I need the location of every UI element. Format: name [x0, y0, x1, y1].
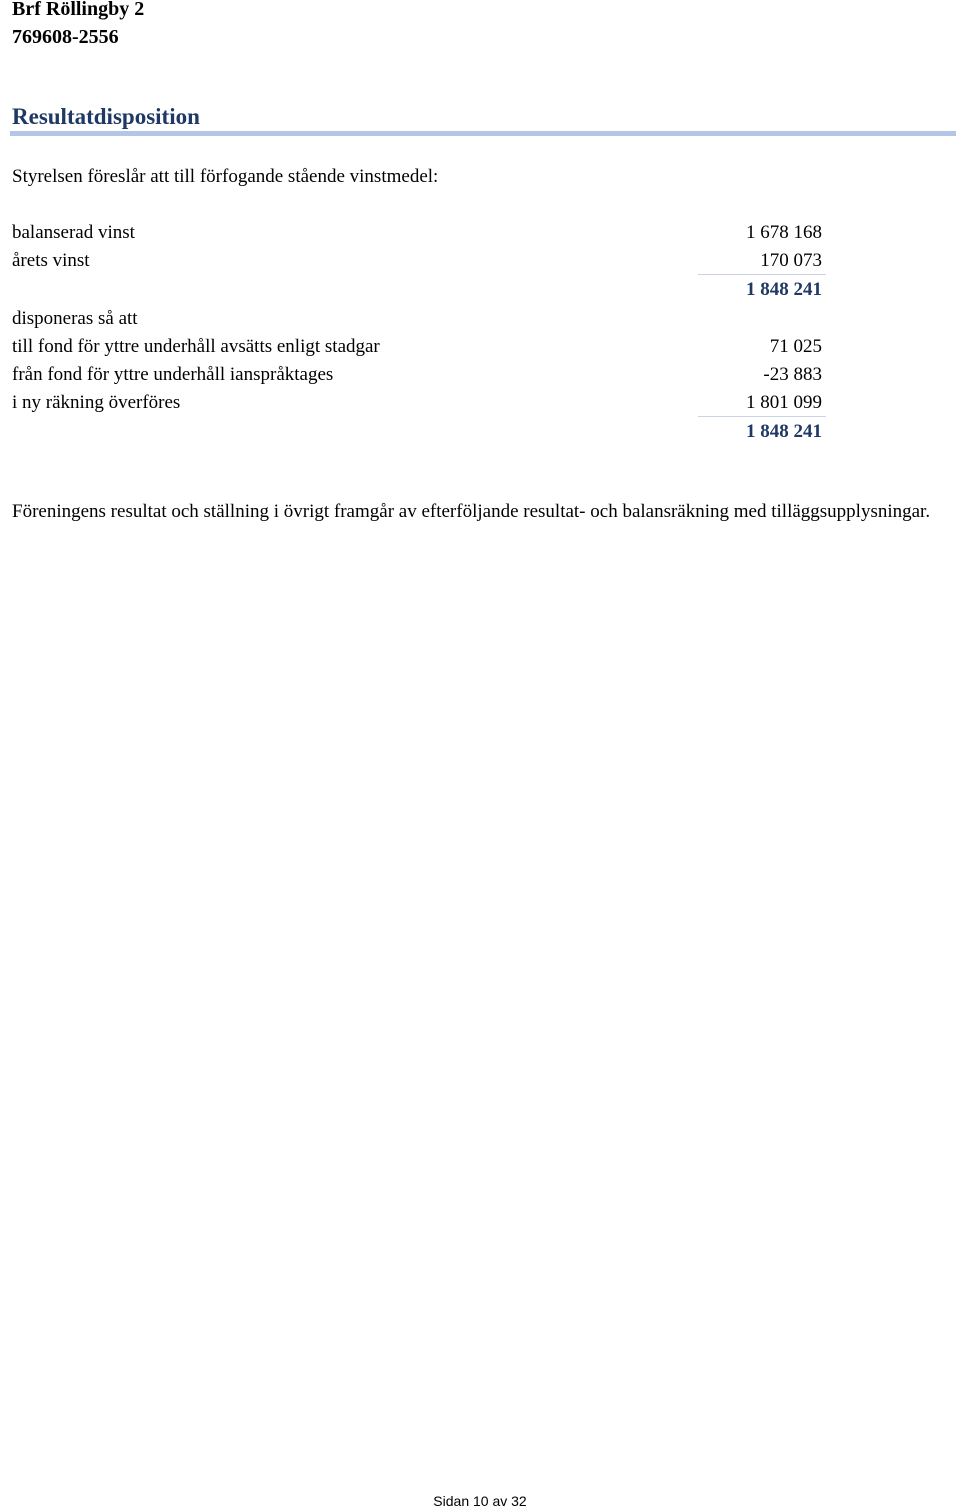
available-total: 1 848 241 — [746, 279, 822, 300]
row-label-fond-ianspraktages: från fond för yttre underhåll ianspråktages — [12, 364, 334, 385]
row-amount-arets-vinst: 170 073 — [760, 250, 822, 271]
row-amount-ny-rakning: 1 801 099 — [746, 392, 822, 413]
page-number: Sidan 10 av 32 — [433, 1493, 527, 1509]
closing-paragraph: Föreningens resultat och ställning i övrigt framgår av efterföljande resultat- och balansräkning med tilläggsupplysningar. — [12, 501, 931, 522]
row-amount-balanserad-vinst: 1 678 168 — [746, 222, 822, 243]
row-label-fond-avsatts: till fond för yttre underhåll avsätts enligt stadgar — [12, 336, 380, 357]
disposition-total: 1 848 241 — [746, 421, 822, 442]
available-sum-rule — [698, 274, 826, 275]
section-title-rule — [10, 131, 956, 136]
row-label-arets-vinst: årets vinst — [12, 250, 90, 271]
intro-text: Styrelsen föreslår att till förfogande stående vinstmedel: — [12, 166, 439, 187]
row-label-balanserad-vinst: balanserad vinst — [12, 222, 135, 243]
org-name: Brf Röllingby 2 — [12, 0, 145, 20]
row-label-ny-rakning: i ny räkning överföres — [12, 392, 181, 413]
org-number: 769608-2556 — [12, 26, 119, 48]
row-amount-fond-ianspraktages: -23 883 — [763, 364, 822, 385]
row-amount-fond-avsatts: 71 025 — [769, 336, 822, 357]
disposition-heading: disponeras så att — [12, 308, 138, 329]
disposition-sum-rule — [698, 416, 826, 417]
section-title: Resultatdisposition — [12, 104, 200, 129]
